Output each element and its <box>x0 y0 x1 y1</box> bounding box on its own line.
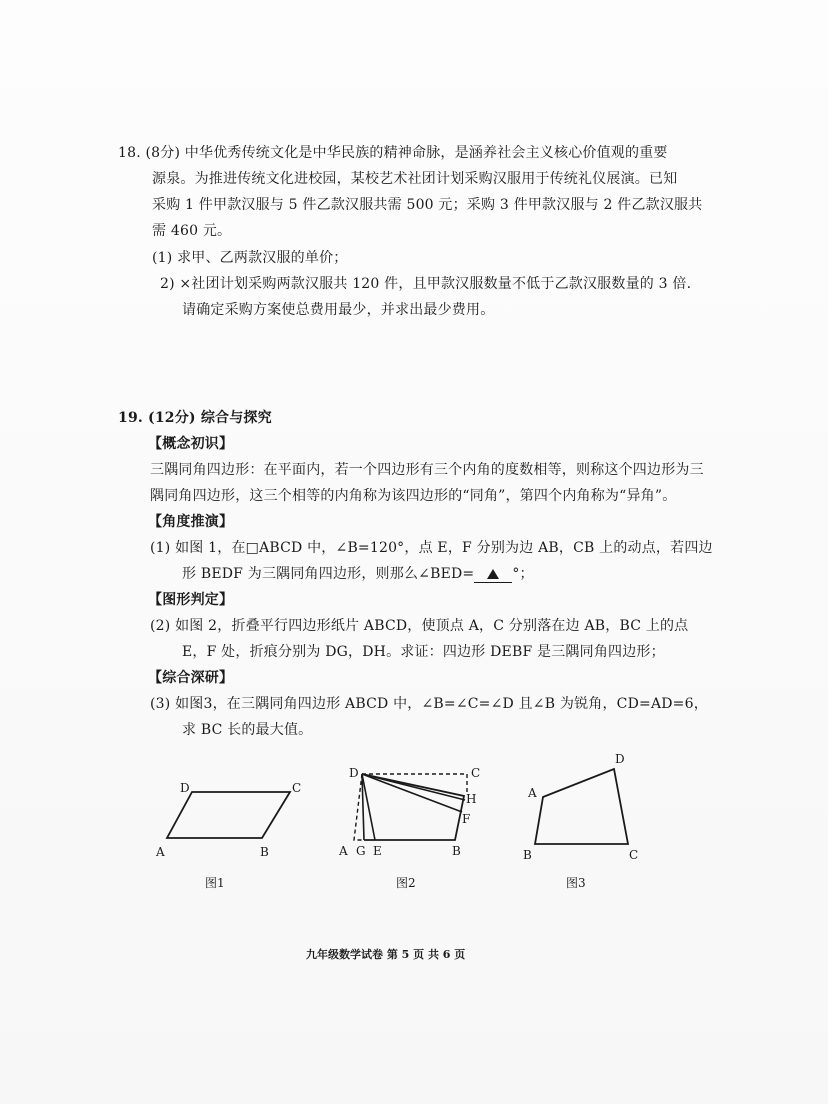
figure-2-caption: 图2 <box>396 876 416 890</box>
fig2-label-c: C <box>471 766 481 780</box>
q18-line-2: 源泉。为推进传统文化进校园，某校艺术社团计划采购汉服用于传统礼仪展演。已知 <box>152 171 678 187</box>
fig2-label-g: G <box>356 844 366 858</box>
figure-3 <box>515 752 645 862</box>
figure-3-caption: 图3 <box>566 876 586 890</box>
figure-1-drawing <box>150 775 310 865</box>
fig1-label-a: A <box>156 845 165 859</box>
q19-part-2a: (2) 如图 2，折叠平行四边形纸片 ABCD，使顶点 A，C 分别落在边 AB，BC 上的点 <box>150 618 689 634</box>
q18-line-3: 采购 1 件甲款汉服与 5 件乙款汉服共需 500 元；采购 3 件甲款汉服与 2 件乙款汉服共 <box>152 197 703 213</box>
q19-heading-angle: 【角度推演】 <box>148 514 234 530</box>
answer-blank-triangle-icon <box>474 566 512 583</box>
q19-definition-1: 三隅同角四边形：在平面内，若一个四边形有三个内角的度数相等，则称这个四边形为三 <box>150 462 704 478</box>
page-footer: 九年级数学试卷 第 5 页 共 6 页 <box>306 948 466 961</box>
q19-heading-figure: 【图形判定】 <box>148 592 234 608</box>
q19-part-1a: (1) 如图 1，在□ABCD 中，∠B=120°，点 E，F 分别为边 AB，CB 上的动点，若四边 <box>150 540 713 556</box>
q18-line-1: 18. (8分) 中华优秀传统文化是中华民族的精神命脉，是涵养社会主义核心价值观的重要 <box>118 145 668 161</box>
figure-2 <box>335 762 495 862</box>
fig2-label-d: D <box>349 766 359 780</box>
q19-title: 19. (12分) 综合与探究 <box>118 410 272 426</box>
fig2-label-e: E <box>373 844 382 858</box>
q19-heading-research: 【综合深研】 <box>148 670 234 686</box>
q19-part-1b-unit: °； <box>512 566 534 582</box>
figure-3-drawing <box>515 752 645 862</box>
fig3-label-d: D <box>615 752 625 766</box>
q19-heading-concept: 【概念初识】 <box>148 436 234 452</box>
q18-sub-2b: 请确定采购方案使总费用最少，并求出最少费用。 <box>182 302 495 318</box>
q18-sub-1: (1) 求甲、乙两款汉服的单价； <box>152 250 348 266</box>
fig2-label-f: F <box>462 812 471 826</box>
q18-sub-2a: 2) ×社团计划采购两款汉服共 120 件，且甲款汉服数量不低于乙款汉服数量的 3 倍. <box>160 276 692 292</box>
q19-definition-2: 隅同角四边形，这三个相等的内角称为该四边形的“同角”，第四个内角称为“异角”。 <box>150 488 677 504</box>
fig2-label-h: H <box>466 792 477 806</box>
q19-part-3a: (3) 如图3，在三隅同角四边形 ABCD 中，∠B=∠C=∠D 且∠B 为锐角，CD=AD=6， <box>150 696 708 712</box>
q18-line-4: 需 460 元。 <box>152 223 232 239</box>
fig1-label-d: D <box>180 781 190 795</box>
quadrilateral-abcd <box>535 769 628 844</box>
q19-part-3b: 求 BC 长的最大值。 <box>182 722 313 738</box>
figure-1-caption: 图1 <box>205 876 225 890</box>
fig2-label-b: B <box>452 844 461 858</box>
parallelogram-abcd <box>167 792 290 838</box>
fold-line-dh <box>362 774 465 800</box>
fig1-label-c: C <box>292 781 302 795</box>
q19-part-1b <box>182 563 534 583</box>
q19-part-2b: E，F 处，折痕分别为 DG，DH。求证：四边形 DEBF 是三隅同角四边形； <box>182 644 665 660</box>
fig3-label-b: B <box>523 848 532 862</box>
fig2-label-a: A <box>339 844 348 858</box>
figure-1 <box>150 775 310 865</box>
q19-part-1b-text: 形 BEDF 为三隅同角四边形，则那么∠BED= <box>182 566 475 582</box>
fig3-label-a: A <box>528 786 537 800</box>
fig1-label-b: B <box>260 845 269 859</box>
fig3-label-c: C <box>629 848 639 862</box>
